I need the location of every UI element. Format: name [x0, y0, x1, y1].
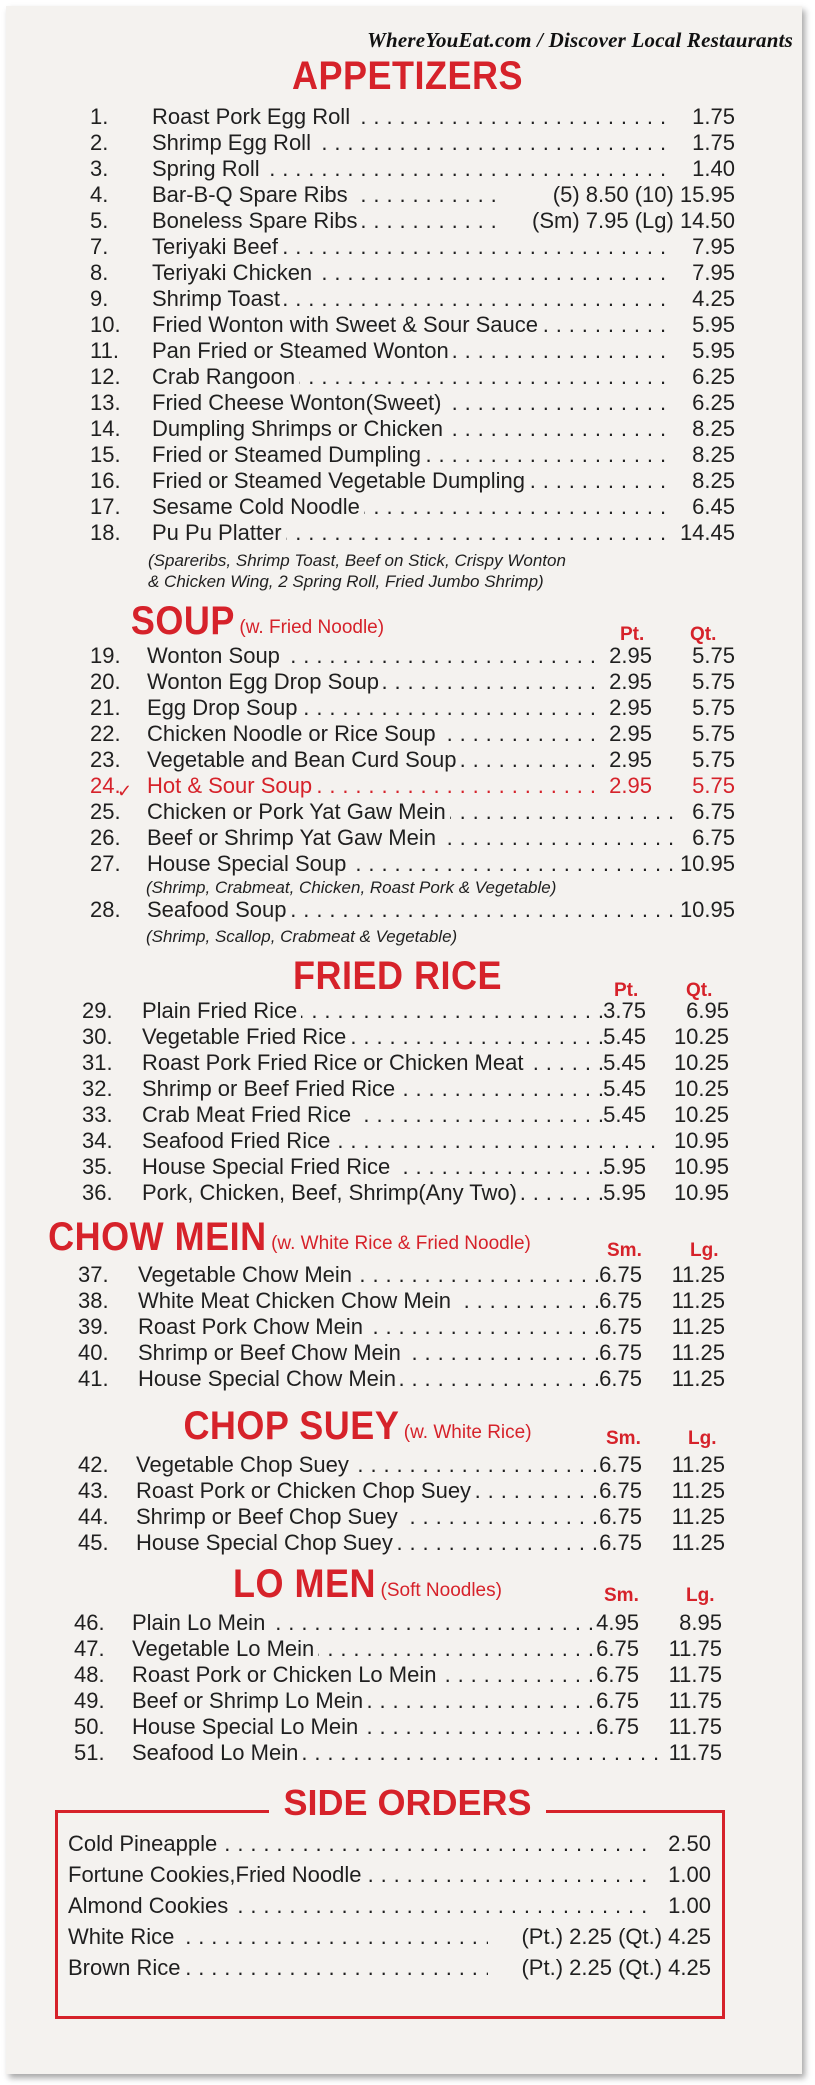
- side-order-row: [68, 1955, 711, 1981]
- item-number: 17.: [90, 494, 121, 519]
- item-price: 6.25: [692, 364, 735, 389]
- menu-item-row: [90, 234, 735, 260]
- item-name: Shrimp or Beef Chow Mein . . .: [138, 1340, 600, 1366]
- section-title-fried-rice: FRIED RICE: [292, 952, 502, 998]
- item-name: Roast Pork or Chicken Chop Suey . . .: [136, 1478, 598, 1504]
- item-number: 22.: [90, 721, 121, 746]
- item-number: 14.: [90, 416, 121, 441]
- chow-mein-col-sm: Sm.: [607, 1240, 642, 1261]
- item-price: 2.50: [668, 1831, 711, 1856]
- item-price-small: 5.45: [603, 1102, 646, 1127]
- item-number: 21.: [90, 695, 121, 720]
- item-price-small: 6.75: [599, 1478, 642, 1503]
- item-number: 31.: [82, 1050, 113, 1075]
- item-price: 7.95: [692, 260, 735, 285]
- item-name: Shrimp Toast . . .: [152, 286, 672, 312]
- side-order-row: [68, 1893, 711, 1919]
- item-price-small: 5.45: [603, 1050, 646, 1075]
- item-price-small: 2.95: [609, 747, 652, 772]
- item-price-large: 10.25: [673, 1102, 729, 1127]
- item-price: 7.95: [692, 234, 735, 259]
- item-number: 40.: [78, 1340, 109, 1365]
- item-name: Roast Pork or Chicken Lo Mein . . .: [132, 1662, 594, 1688]
- menu-item-row: [82, 1154, 729, 1180]
- item-price-large: 5.75: [692, 695, 735, 720]
- item-name: Vegetable and Bean Curd Soup . . .: [147, 747, 604, 773]
- menu-item-row: [78, 1288, 725, 1314]
- item-number: 12.: [90, 364, 121, 389]
- item-name: Chicken Noodle or Rice Soup . . .: [147, 721, 604, 747]
- item-number: 45.: [78, 1530, 109, 1555]
- item-name: Pu Pu Platter . . .: [152, 520, 672, 546]
- item-name: Pork, Chicken, Beef, Shrimp(Any Two) . . .: [142, 1180, 604, 1206]
- item-price-small: 5.95: [603, 1154, 646, 1179]
- item-name: Brown Rice . . .: [68, 1955, 488, 1981]
- item-price-large: 6.75: [692, 825, 735, 850]
- item-name: Teriyaki Chicken . . .: [152, 260, 672, 286]
- item-price-small: 6.75: [596, 1688, 639, 1713]
- item-price-large: 10.95: [679, 897, 735, 922]
- item-number: 50.: [74, 1714, 105, 1739]
- item-price: (5) 8.50 (10) 15.95: [552, 182, 735, 207]
- menu-item-row: [90, 390, 735, 416]
- item-price: 6.45: [692, 494, 735, 519]
- menu-item-row: [90, 442, 735, 468]
- item-name: House Special Chow Mein . . .: [138, 1366, 600, 1392]
- item-name: Vegetable Fried Rice . . .: [142, 1024, 604, 1050]
- menu-item-row: [90, 494, 735, 520]
- item-name: Crab Rangoon . . .: [152, 364, 672, 390]
- menu-item-row: [90, 520, 735, 546]
- item-name: Cold Pineapple . . .: [68, 1831, 648, 1857]
- item-number: 51.: [74, 1740, 105, 1765]
- item-price-small: 6.75: [599, 1504, 642, 1529]
- menu-item-row: [74, 1610, 722, 1636]
- item-name: Roast Pork Chow Mein . . .: [138, 1314, 600, 1340]
- fried-rice-col-pt: Pt.: [614, 980, 639, 1001]
- item-price-large: 10.95: [679, 851, 735, 876]
- item-number: 2.: [90, 130, 109, 155]
- item-number: 18.: [90, 520, 121, 545]
- highlight-check-mark: ✓: [117, 781, 133, 801]
- item-name: House Special Soup . . .: [147, 851, 677, 877]
- menu-item-row: [78, 1530, 725, 1556]
- item-name: Seafood Soup . . .: [147, 897, 677, 923]
- item-name: Beef or Shrimp Lo Mein . . .: [132, 1688, 594, 1714]
- menu-item-row: [90, 104, 735, 130]
- item-price-large: 11.75: [668, 1740, 722, 1765]
- lo-men-col-lg: Lg.: [686, 1585, 715, 1606]
- item-price-small: 6.75: [599, 1530, 642, 1555]
- item-price-large: 6.95: [686, 998, 729, 1023]
- item-number: 9.: [90, 286, 109, 311]
- item-price-large: 11.25: [671, 1262, 725, 1287]
- item-price-large: 10.95: [673, 1128, 729, 1153]
- item-name: White Rice . . .: [68, 1924, 488, 1950]
- menu-item-row: [78, 1504, 725, 1530]
- item-price: 1.40: [692, 156, 735, 181]
- item-number: 44.: [78, 1504, 109, 1529]
- item-price-small: 4.95: [596, 1610, 639, 1635]
- seafood-soup-note: (Shrimp, Scallop, Crabmeat & Vegetable): [146, 927, 458, 946]
- item-price-large: 10.25: [673, 1076, 729, 1101]
- item-price-large: 10.25: [673, 1024, 729, 1049]
- item-number: 3.: [90, 156, 109, 181]
- menu-item-row: [78, 1314, 725, 1340]
- item-price: 1.75: [692, 104, 735, 129]
- item-price: 4.25: [692, 286, 735, 311]
- item-number: 16.: [90, 468, 121, 493]
- item-name: Sesame Cold Noodle . . .: [152, 494, 672, 520]
- item-price: 6.25: [692, 390, 735, 415]
- menu-item-row: [82, 1180, 729, 1206]
- item-number: 48.: [74, 1662, 105, 1687]
- item-name: Vegetable Chop Suey . . .: [136, 1452, 598, 1478]
- item-price-large: 10.95: [673, 1154, 729, 1179]
- item-price-small: 3.75: [603, 998, 646, 1023]
- chow-mein-col-lg: Lg.: [690, 1240, 719, 1261]
- item-number: 15.: [90, 442, 121, 467]
- side-order-row: [68, 1924, 711, 1950]
- item-name: Almond Cookies . . .: [68, 1893, 648, 1919]
- item-price-small: 6.75: [599, 1288, 642, 1313]
- menu-item-row: [90, 799, 735, 825]
- item-name: Boneless Spare Ribs . . .: [152, 208, 497, 234]
- item-price-small: 2.95: [609, 721, 652, 746]
- item-name: Fried or Steamed Dumpling . . .: [152, 442, 672, 468]
- pupu-platter-note-2: & Chicken Wing, 2 Spring Roll, Fried Jumbo Shrimp): [148, 572, 544, 591]
- item-name: Crab Meat Fried Rice . . .: [142, 1102, 604, 1128]
- lo-men-col-sm: Sm.: [604, 1585, 639, 1606]
- menu-item-row: [90, 338, 735, 364]
- item-number: 19.: [90, 643, 121, 668]
- item-price: 8.25: [692, 416, 735, 441]
- item-price-small: 5.45: [603, 1024, 646, 1049]
- item-price-small: 6.75: [596, 1714, 639, 1739]
- item-name: House Special Chop Suey . . .: [136, 1530, 598, 1556]
- item-price-large: 11.25: [671, 1504, 725, 1529]
- menu-item-row: [90, 721, 735, 747]
- chop-suey-col-lg: Lg.: [688, 1428, 717, 1449]
- item-name: House Special Fried Rice . . .: [142, 1154, 604, 1180]
- menu-item-row: [78, 1262, 725, 1288]
- menu-item-row: [82, 1024, 729, 1050]
- item-price-small: 6.75: [596, 1636, 639, 1661]
- item-name: Teriyaki Beef . . .: [152, 234, 672, 260]
- item-number: 20.: [90, 669, 121, 694]
- item-number: 29.: [82, 998, 113, 1023]
- item-name: Beef or Shrimp Yat Gaw Mein . . .: [147, 825, 677, 851]
- item-number: 47.: [74, 1636, 105, 1661]
- item-price-small: 2.95: [609, 773, 652, 798]
- menu-item-row: [90, 468, 735, 494]
- menu-item-row: [90, 825, 735, 851]
- item-price-large: 11.25: [671, 1530, 725, 1555]
- item-price: 5.95: [692, 312, 735, 337]
- menu-item-row: [78, 1452, 725, 1478]
- menu-item-row: [90, 897, 735, 923]
- item-name: Wonton Egg Drop Soup . . .: [147, 669, 604, 695]
- item-price: 1.75: [692, 130, 735, 155]
- item-price-large: 11.25: [671, 1452, 725, 1477]
- item-number: 26.: [90, 825, 121, 850]
- menu-item-row: [90, 643, 735, 669]
- item-price-small: 5.95: [603, 1180, 646, 1205]
- item-name: Bar-B-Q Spare Ribs . . .: [152, 182, 497, 208]
- item-price: 8.25: [692, 468, 735, 493]
- item-price-small: 6.75: [599, 1366, 642, 1391]
- section-title-chop-suey: CHOP SUEY (w. White Rice): [183, 1402, 532, 1448]
- menu-item-row: [78, 1340, 725, 1366]
- item-number: 11.: [90, 338, 119, 363]
- item-name: Vegetable Chow Mein . . .: [138, 1262, 600, 1288]
- item-price: (Pt.) 2.25 (Qt.) 4.25: [521, 1955, 711, 1980]
- item-price-large: 5.75: [692, 669, 735, 694]
- item-number: 49.: [74, 1688, 105, 1713]
- menu-item-row: [90, 286, 735, 312]
- item-number: 28.: [90, 897, 121, 922]
- item-number: 38.: [78, 1288, 109, 1313]
- item-name: Egg Drop Soup . . .: [147, 695, 604, 721]
- item-number: 46.: [74, 1610, 105, 1635]
- menu-item-row: [90, 312, 735, 338]
- item-name: Fried Wonton with Sweet & Sour Sauce . . .: [152, 312, 672, 338]
- item-number: 1.: [90, 104, 109, 129]
- item-name: Dumpling Shrimps or Chicken . . .: [152, 416, 672, 442]
- menu-item-row: [90, 156, 735, 182]
- item-number: 10.: [90, 312, 121, 337]
- item-number: 43.: [78, 1478, 109, 1503]
- menu-item-row: [74, 1740, 722, 1766]
- item-name: Spring Roll . . .: [152, 156, 672, 182]
- item-number: 27.: [90, 851, 121, 876]
- item-number: 39.: [78, 1314, 109, 1339]
- item-name: House Special Lo Mein . . .: [132, 1714, 594, 1740]
- menu-item-row: [90, 669, 735, 695]
- item-price-large: 11.75: [668, 1714, 722, 1739]
- menu-item-row: [82, 998, 729, 1024]
- item-name: Roast Pork Egg Roll . . .: [152, 104, 672, 130]
- item-number: 25.: [90, 799, 121, 824]
- item-name: Plain Lo Mein . . .: [132, 1610, 594, 1636]
- soup-col-pt: Pt.: [620, 624, 645, 645]
- item-number: 37.: [78, 1262, 109, 1287]
- item-price-large: 11.75: [668, 1688, 722, 1713]
- item-number: 41.: [78, 1366, 109, 1391]
- menu-item-row: [90, 695, 735, 721]
- item-number: 7.: [90, 234, 109, 259]
- item-name: Roast Pork Fried Rice or Chicken Meat . . .: [142, 1050, 604, 1076]
- side-order-row: [68, 1831, 711, 1857]
- item-name: Hot & Sour Soup . . .: [147, 773, 604, 799]
- item-number: 35.: [82, 1154, 113, 1179]
- section-title-side-orders: SIDE ORDERS: [0, 1782, 815, 1824]
- item-price-large: 11.25: [671, 1314, 725, 1339]
- item-number: 24.: [90, 773, 121, 798]
- item-price-large: 11.75: [668, 1636, 722, 1661]
- menu-item-row: [82, 1128, 729, 1154]
- item-name: Shrimp Egg Roll . . .: [152, 130, 672, 156]
- item-price-small: 2.95: [609, 669, 652, 694]
- item-number: 5.: [90, 208, 109, 233]
- item-price-small: 6.75: [596, 1662, 639, 1687]
- item-number: 4.: [90, 182, 109, 207]
- menu-item-row: [74, 1662, 722, 1688]
- item-number: 42.: [78, 1452, 109, 1477]
- item-price-large: 10.95: [673, 1180, 729, 1205]
- menu-item-row: [82, 1076, 729, 1102]
- menu-item-row: [90, 851, 735, 877]
- item-price-large: 11.25: [671, 1288, 725, 1313]
- item-number: 32.: [82, 1076, 113, 1101]
- menu-item-row: [90, 364, 735, 390]
- item-number: 33.: [82, 1102, 113, 1127]
- item-number: 13.: [90, 390, 121, 415]
- item-price: (Pt.) 2.25 (Qt.) 4.25: [521, 1924, 711, 1949]
- side-order-row: [68, 1862, 711, 1888]
- item-price-large: 11.25: [671, 1340, 725, 1365]
- menu-item-row: [74, 1688, 722, 1714]
- item-price-large: 10.25: [673, 1050, 729, 1075]
- item-name: Fried Cheese Wonton(Sweet) . . .: [152, 390, 672, 416]
- item-price-small: 6.75: [599, 1340, 642, 1365]
- item-price: 1.00: [668, 1893, 711, 1918]
- item-price-large: 5.75: [692, 773, 735, 798]
- menu-item-row: [90, 773, 735, 799]
- section-title-soup: SOUP (w. Fried Noodle): [130, 597, 385, 643]
- section-title-appetizers: APPETIZERS: [291, 52, 524, 98]
- item-name: White Meat Chicken Chow Mein . . .: [138, 1288, 600, 1314]
- item-price-large: 11.75: [668, 1662, 722, 1687]
- menu-item-row: [90, 747, 735, 773]
- soup-col-qt: Qt.: [690, 624, 717, 645]
- fried-rice-col-qt: Qt.: [686, 980, 713, 1001]
- item-price: 1.00: [668, 1862, 711, 1887]
- item-name: Vegetable Lo Mein . . .: [132, 1636, 594, 1662]
- section-title-chow-mein: CHOW MEIN (w. White Rice & Fried Noodle): [48, 1213, 531, 1259]
- item-name: Wonton Soup . . .: [147, 643, 604, 669]
- menu-item-row: [90, 416, 735, 442]
- item-price-small: 6.75: [599, 1314, 642, 1339]
- pupu-platter-note-1: (Spareribs, Shrimp Toast, Beef on Stick, Crispy Wonton: [148, 551, 566, 570]
- item-name: Fortune Cookies,Fried Noodle . . .: [68, 1862, 648, 1888]
- item-price-large: 6.75: [692, 799, 735, 824]
- item-name: Pan Fried or Steamed Wonton . . .: [152, 338, 672, 364]
- menu-item-row: [82, 1050, 729, 1076]
- menu-item-row: [78, 1366, 725, 1392]
- menu-item-row: [90, 208, 735, 234]
- item-name: Shrimp or Beef Chop Suey . . .: [136, 1504, 598, 1530]
- item-price-large: 5.75: [692, 643, 735, 668]
- item-name: Fried or Steamed Vegetable Dumpling . . .: [152, 468, 672, 494]
- item-price: 14.45: [679, 520, 735, 545]
- item-number: 34.: [82, 1128, 113, 1153]
- item-price-small: 5.45: [603, 1076, 646, 1101]
- item-name: Plain Fried Rice . . .: [142, 998, 604, 1024]
- section-title-lo-men: LO MEN (Soft Noodles): [233, 1560, 502, 1606]
- menu-item-row: [74, 1636, 722, 1662]
- item-number: 36.: [82, 1180, 113, 1205]
- menu-item-row: [74, 1714, 722, 1740]
- menu-item-row: [82, 1102, 729, 1128]
- menu-item-row: [90, 260, 735, 286]
- house-special-soup-note: (Shrimp, Crabmeat, Chicken, Roast Pork & Vegetable): [146, 878, 557, 897]
- item-name: Seafood Fried Rice . . .: [142, 1128, 662, 1154]
- item-price: 8.25: [692, 442, 735, 467]
- item-price-small: 6.75: [599, 1452, 642, 1477]
- item-number: 23.: [90, 747, 121, 772]
- menu-item-row: [90, 182, 735, 208]
- item-name: Chicken or Pork Yat Gaw Mein . . .: [147, 799, 677, 825]
- chop-suey-col-sm: Sm.: [606, 1428, 641, 1449]
- item-price-small: 2.95: [609, 643, 652, 668]
- item-price-large: 5.75: [692, 747, 735, 772]
- item-price-large: 8.95: [679, 1610, 722, 1635]
- item-price-large: 11.25: [671, 1478, 725, 1503]
- item-name: Shrimp or Beef Fried Rice . . .: [142, 1076, 604, 1102]
- site-watermark: WhereYouEat.com / Discover Local Restaurants: [367, 28, 793, 52]
- menu-item-row: [78, 1478, 725, 1504]
- item-name: Seafood Lo Mein . . .: [132, 1740, 662, 1766]
- item-price-small: 2.95: [609, 695, 652, 720]
- menu-item-row: [90, 130, 735, 156]
- item-number: 8.: [90, 260, 109, 285]
- item-price: 5.95: [692, 338, 735, 363]
- item-price-large: 5.75: [692, 721, 735, 746]
- item-number: 30.: [82, 1024, 113, 1049]
- item-price: (Sm) 7.95 (Lg) 14.50: [532, 208, 735, 233]
- item-price-large: 11.25: [671, 1366, 725, 1391]
- item-price-small: 6.75: [599, 1262, 642, 1287]
